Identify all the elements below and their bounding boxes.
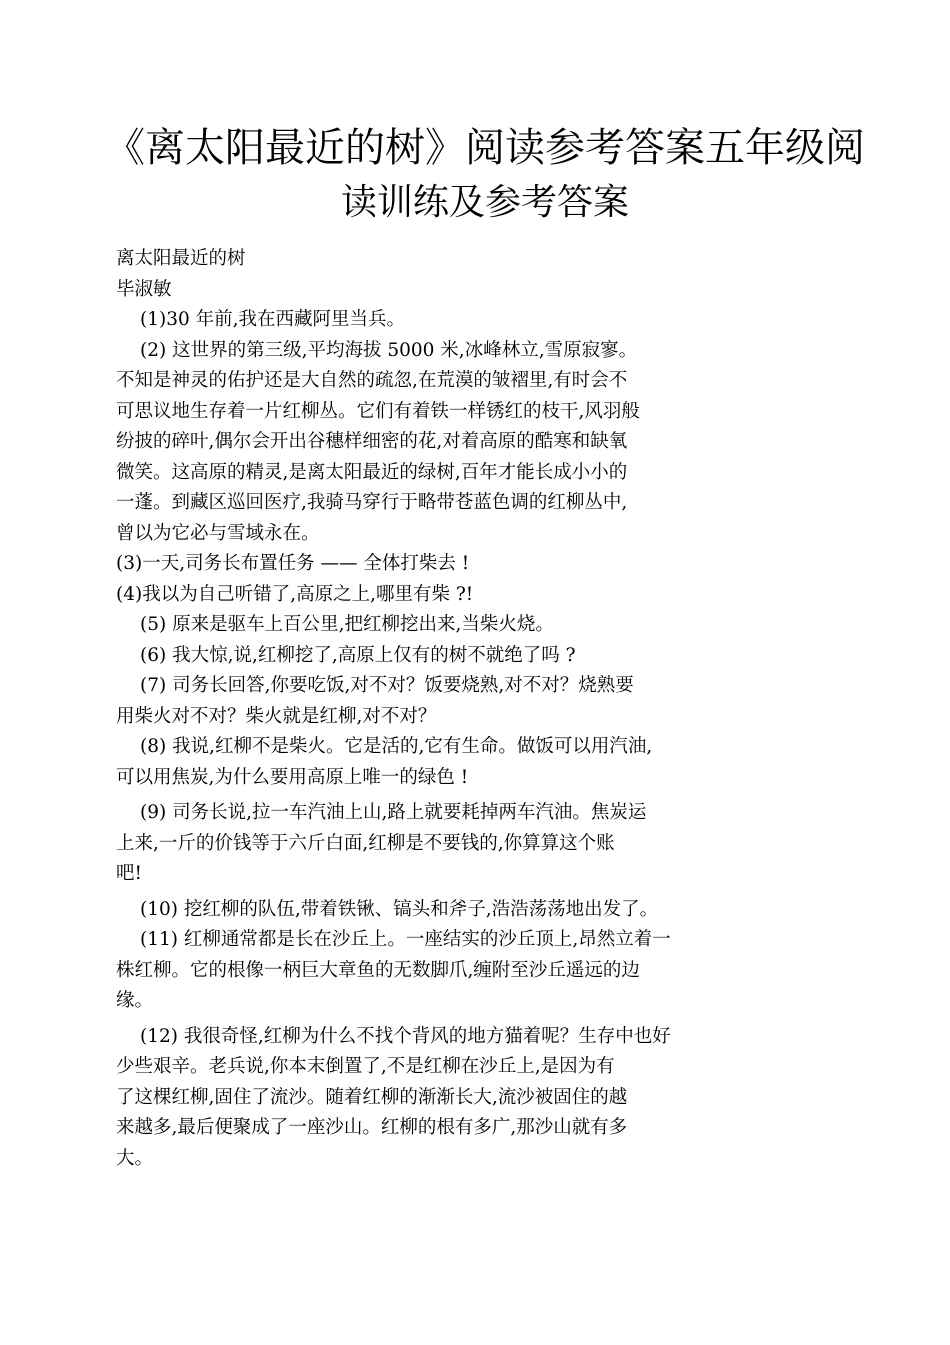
title-line-2: 读训练及参考答案 (340, 182, 629, 223)
paragraph-line: (6) 我大惊,说,红柳挖了,高原上仅有的树不就绝了吗 ? (140, 644, 576, 666)
paragraph-line: 用柴火对不对？柴火就是红柳,对不对？ (116, 705, 437, 727)
paragraph-5 (116, 610, 776, 641)
paragraph-10 (116, 895, 776, 926)
paragraph-line: (12) 我很奇怪,红柳为什么不找个背风的地方猫着呢？生存中也好 (140, 1025, 671, 1047)
paragraph-line: 微笑。这高原的精灵,是离太阳最近的绿树,百年才能长成小小的 (116, 461, 628, 483)
paragraph-line: 一蓬。到藏区巡回医疗,我骑马穿行于略带苍蓝色调的红柳丛中, (116, 492, 628, 513)
article-body (116, 244, 776, 1174)
title-line-1: 《离太阳最近的树》阅读参考答案五年级阅 (105, 125, 865, 171)
paragraph-6 (116, 641, 776, 672)
paragraph-line: (3)一天,司务长布置任务 —— 全体打柴去 ! (116, 553, 470, 574)
paragraph-7 (116, 671, 776, 732)
paragraph-3 (116, 549, 776, 580)
paragraph-4 (116, 580, 776, 611)
paragraph-line: 上来,一斤的价钱等于六斤白面,红柳是不要钱的,你算算这个账 (116, 832, 615, 854)
paragraph-line: (11) 红柳通常都是长在沙丘上。一座结实的沙丘顶上,昂然立着一 (140, 929, 671, 950)
paragraph-8 (116, 732, 776, 793)
paragraph-line: (8) 我说,红柳不是柴火。它是活的,它有生命。做饭可以用汽油, (140, 736, 653, 757)
paragraph-line: (9) 司务长说,拉一车汽油上山,路上就要耗掉两车汽油。焦炭运 (140, 802, 647, 823)
paragraph-line: (2) 这世界的第三级,平均海拔 5000 米,冰峰林立,雪原寂寥。 (140, 339, 638, 361)
paragraph-9 (116, 798, 776, 890)
paragraph-2 (116, 336, 776, 550)
paragraph-line: 纷披的碎叶,偶尔会开出谷穗样细密的花,对着高原的酷寒和缺氧 (116, 431, 628, 452)
paragraph-line: 株红柳。它的根像一柄巨大章鱼的无数脚爪,缠附至沙丘遥远的边 (116, 959, 640, 981)
document-title (100, 118, 870, 228)
story-title: 离太阳最近的树 (116, 248, 246, 269)
paragraph-11 (116, 925, 776, 1017)
paragraph-line: (10) 挖红柳的队伍,带着铁锹、镐头和斧子,浩浩荡荡地出发了。 (140, 898, 659, 920)
paragraph-line: 缘。 (116, 990, 154, 1011)
paragraph-line: 少些艰辛。老兵说,你本末倒置了,不是红柳在沙丘上,是因为有 (116, 1056, 615, 1077)
paragraph-line: (4)我以为自己听错了,高原之上,哪里有柴 ?! (116, 583, 474, 605)
paragraph-12 (116, 1022, 776, 1175)
paragraph-line: 可思议地生存着一片红柳丛。它们有着铁一样锈红的枝干,风羽般 (116, 400, 640, 422)
paragraph-line: 可以用焦炭,为什么要用高原上唯一的绿色 ! (116, 766, 469, 788)
paragraph-line: 大。 (116, 1147, 154, 1169)
paragraph-line: 曾以为它必与雪域永在。 (116, 522, 320, 544)
paragraph-line: 吧! (116, 863, 142, 884)
author-name: 毕淑敏 (116, 278, 172, 300)
paragraph-line: 来越多,最后便聚成了一座沙山。红柳的根有多广,那沙山就有多 (116, 1117, 628, 1138)
paragraph-line: 了这棵红柳,固住了流沙。随着红柳的渐渐长大,流沙被固住的越 (116, 1086, 628, 1108)
paragraph-line: 不知是神灵的佑护还是大自然的疏忽,在荒漠的皱褶里,有时会不 (116, 370, 628, 391)
paragraph-line: (5) 原来是驱车上百公里,把红柳挖出来,当柴火烧。 (140, 614, 554, 635)
paragraph-line: (7) 司务长回答,你要吃饭,对不对？饭要烧熟,对不对？烧熟要 (140, 675, 634, 696)
paragraph-1 (116, 305, 776, 336)
paragraph-line: (1)30 年前,我在西藏阿里当兵。 (140, 309, 406, 330)
